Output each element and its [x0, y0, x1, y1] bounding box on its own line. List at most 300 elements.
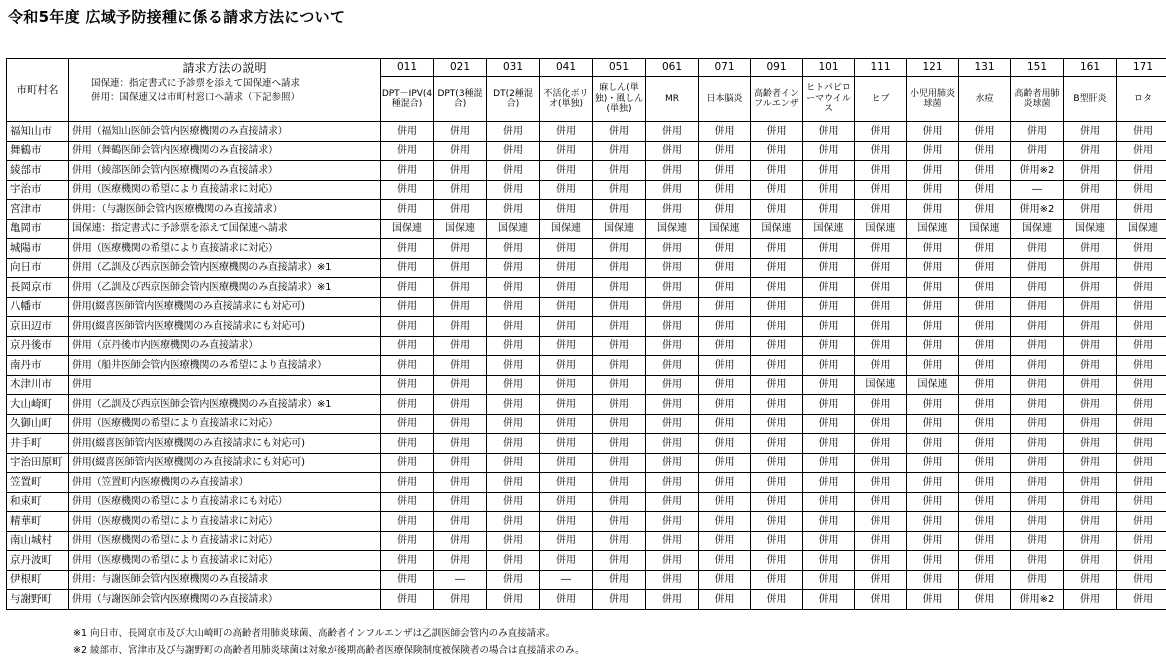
- status-cell: 併用: [907, 395, 959, 415]
- table-row: [7, 219, 1166, 239]
- status-cell: 併用: [751, 141, 803, 161]
- status-cell: 併用: [1064, 200, 1117, 220]
- status-cell: 併用: [1064, 141, 1117, 161]
- status-cell: 併用: [959, 161, 1011, 181]
- status-cell: 併用: [1064, 434, 1117, 454]
- vaccine-name-header: 麻しん(単独)・風しん(単独): [593, 77, 646, 122]
- status-cell: 併用: [1117, 200, 1166, 220]
- municipality-cell: 京丹波町: [7, 551, 69, 571]
- status-cell: 併用: [907, 180, 959, 200]
- municipality-cell: 笠置町: [7, 473, 69, 493]
- status-cell: 併用: [593, 395, 646, 415]
- status-cell: 併用: [1117, 336, 1166, 356]
- status-cell: 併用: [699, 414, 751, 434]
- vaccine-code-header: 101: [803, 59, 855, 77]
- status-cell: 併用: [487, 141, 540, 161]
- status-cell: 併用: [646, 375, 699, 395]
- status-cell: 併用: [434, 356, 487, 376]
- status-cell: 併用: [540, 414, 593, 434]
- status-cell: 併用: [751, 375, 803, 395]
- status-cell: 併用: [959, 297, 1011, 317]
- status-cell: 併用: [540, 590, 593, 610]
- status-cell: 併用: [381, 239, 434, 259]
- status-cell: 併用: [646, 551, 699, 571]
- status-cell: 併用: [1117, 375, 1166, 395]
- status-cell: 併用: [855, 161, 907, 181]
- status-cell: 併用: [540, 395, 593, 415]
- status-cell: 併用: [1064, 278, 1117, 298]
- status-cell: 併用: [434, 278, 487, 298]
- status-cell: 併用: [381, 453, 434, 473]
- status-cell: 併用: [1011, 570, 1064, 590]
- status-cell: 併用※2: [1011, 200, 1064, 220]
- status-cell: 併用: [699, 356, 751, 376]
- description-header: [69, 59, 381, 122]
- status-cell: 併用: [959, 590, 1011, 610]
- status-cell: 併用: [1064, 531, 1117, 551]
- method-cell: 併用（医療機関の希望により直接請求に対応）: [69, 551, 381, 571]
- vaccine-name-header: 高齢者インフルエンザ: [751, 77, 803, 122]
- table-row: [7, 278, 1166, 298]
- page-title: 令和5年度 広域予防接種に係る請求方法について: [8, 8, 346, 26]
- status-cell: 併用: [699, 570, 751, 590]
- status-cell: 併用: [803, 141, 855, 161]
- status-cell: 併用: [381, 258, 434, 278]
- status-cell: 併用: [855, 278, 907, 298]
- table-row: [7, 395, 1166, 415]
- status-cell: 併用: [699, 297, 751, 317]
- status-cell: 併用: [1011, 434, 1064, 454]
- status-cell: 併用: [699, 395, 751, 415]
- status-cell: 併用: [540, 141, 593, 161]
- status-cell: 併用: [381, 414, 434, 434]
- status-cell: 併用: [907, 258, 959, 278]
- status-cell: 併用: [855, 336, 907, 356]
- status-cell: 併用: [907, 590, 959, 610]
- vaccine-name-header: 水痘: [959, 77, 1011, 122]
- status-cell: 併用: [540, 161, 593, 181]
- status-cell: 併用: [1064, 570, 1117, 590]
- status-cell: 併用: [959, 239, 1011, 259]
- method-cell: 併用（舞鶴医師会管内医療機関のみ直接請求）: [69, 141, 381, 161]
- status-cell: 併用: [907, 317, 959, 337]
- status-cell: 併用: [593, 356, 646, 376]
- status-cell: 併用: [1117, 122, 1166, 142]
- status-cell: 併用: [699, 473, 751, 493]
- table-row: [7, 512, 1166, 532]
- status-cell: 併用: [699, 258, 751, 278]
- vaccine-code-header: 121: [907, 59, 959, 77]
- status-cell: 併用: [1117, 141, 1166, 161]
- status-cell: 併用: [855, 395, 907, 415]
- status-cell: 併用: [593, 570, 646, 590]
- status-cell: 併用: [381, 141, 434, 161]
- status-cell: 併用: [699, 317, 751, 337]
- status-cell: 併用: [381, 356, 434, 376]
- municipality-cell: 与謝野町: [7, 590, 69, 610]
- status-cell: 併用: [803, 258, 855, 278]
- status-cell: 併用: [593, 336, 646, 356]
- status-cell: 併用: [803, 453, 855, 473]
- status-cell: 併用: [959, 278, 1011, 298]
- footnote: ※2 綾部市、宮津市及び与謝野町の高齢者用肺炎球菌は対象が後期高齢者医療保険制度被保険者の場合は直接請求のみ。: [73, 645, 585, 656]
- status-cell: 併用: [907, 278, 959, 298]
- status-cell: 併用: [593, 161, 646, 181]
- status-cell: 併用: [699, 492, 751, 512]
- status-cell: 併用: [1011, 317, 1064, 337]
- status-cell: 併用: [855, 434, 907, 454]
- table-row: [7, 122, 1166, 142]
- status-cell: 併用: [381, 473, 434, 493]
- status-cell: 併用: [959, 531, 1011, 551]
- status-cell: 併用: [1011, 395, 1064, 415]
- status-cell: 国保連: [751, 219, 803, 239]
- status-cell: 国保連: [1064, 219, 1117, 239]
- status-cell: 併用: [751, 297, 803, 317]
- status-cell: 併用: [907, 336, 959, 356]
- status-cell: 国保連: [907, 375, 959, 395]
- table-row: [7, 375, 1166, 395]
- status-cell: 併用: [959, 317, 1011, 337]
- vaccine-code-header: 091: [751, 59, 803, 77]
- status-cell: 国保連: [1117, 219, 1166, 239]
- status-cell: 併用: [1064, 414, 1117, 434]
- status-cell: 併用: [593, 239, 646, 259]
- vaccine-code-header: 021: [434, 59, 487, 77]
- status-cell: 併用: [540, 453, 593, 473]
- status-cell: 併用: [1117, 161, 1166, 181]
- status-cell: 併用: [593, 473, 646, 493]
- status-cell: 併用: [699, 453, 751, 473]
- status-cell: 併用: [646, 278, 699, 298]
- status-cell: 併用: [487, 239, 540, 259]
- status-cell: 併用: [646, 161, 699, 181]
- status-cell: 併用: [381, 395, 434, 415]
- status-cell: 併用: [434, 161, 487, 181]
- status-cell: 併用: [646, 356, 699, 376]
- status-cell: 国保連: [540, 219, 593, 239]
- status-cell: 併用: [593, 453, 646, 473]
- status-cell: 併用: [907, 297, 959, 317]
- status-cell: 併用: [646, 122, 699, 142]
- status-cell: 併用: [751, 278, 803, 298]
- status-cell: 併用: [907, 492, 959, 512]
- status-cell: 国保連: [593, 219, 646, 239]
- status-cell: 併用: [907, 122, 959, 142]
- status-cell: 併用: [803, 375, 855, 395]
- status-cell: ―: [540, 570, 593, 590]
- status-cell: 併用: [803, 414, 855, 434]
- status-cell: 併用: [646, 336, 699, 356]
- status-cell: 国保連: [1011, 219, 1064, 239]
- status-cell: 併用: [1064, 258, 1117, 278]
- description-line: 国保連：指定書式に予診票を添えて国保連へ請求: [91, 78, 301, 89]
- municipality-cell: 南丹市: [7, 356, 69, 376]
- status-cell: 併用: [1117, 512, 1166, 532]
- vaccine-name-header: 日本脳炎: [699, 77, 751, 122]
- status-cell: 併用: [803, 317, 855, 337]
- status-cell: 併用: [907, 239, 959, 259]
- status-cell: 併用: [855, 317, 907, 337]
- status-cell: 併用: [1064, 336, 1117, 356]
- status-cell: 併用: [540, 278, 593, 298]
- vaccine-code-row: [7, 59, 1166, 77]
- status-cell: 併用: [487, 551, 540, 571]
- method-cell: 併用: [69, 375, 381, 395]
- status-cell: 併用: [646, 200, 699, 220]
- vaccine-code-header: 031: [487, 59, 540, 77]
- status-cell: 併用: [593, 492, 646, 512]
- status-cell: 国保連: [855, 219, 907, 239]
- status-cell: 併用: [1117, 239, 1166, 259]
- status-cell: 併用: [487, 278, 540, 298]
- status-cell: 併用: [855, 414, 907, 434]
- municipality-cell: 向日市: [7, 258, 69, 278]
- status-cell: 併用: [699, 551, 751, 571]
- status-cell: 併用: [1117, 258, 1166, 278]
- status-cell: 併用: [699, 122, 751, 142]
- status-cell: 国保連: [959, 219, 1011, 239]
- status-cell: 併用: [855, 258, 907, 278]
- status-cell: 併用: [434, 375, 487, 395]
- status-cell: 併用: [751, 200, 803, 220]
- municipality-cell: 福知山市: [7, 122, 69, 142]
- municipality-cell: 木津川市: [7, 375, 69, 395]
- status-cell: 併用: [593, 414, 646, 434]
- status-cell: 併用: [434, 239, 487, 259]
- status-cell: 併用: [803, 473, 855, 493]
- status-cell: 併用: [593, 122, 646, 142]
- status-cell: 併用: [1011, 414, 1064, 434]
- status-cell: 併用: [959, 141, 1011, 161]
- method-cell: 併用（笠置町内医療機関のみ直接請求）: [69, 473, 381, 493]
- status-cell: 併用: [803, 395, 855, 415]
- method-cell: 併用（与謝医師会管内医療機関のみ直接請求）: [69, 590, 381, 610]
- table-row: [7, 239, 1166, 259]
- status-cell: 併用: [751, 570, 803, 590]
- status-cell: 併用: [1064, 551, 1117, 571]
- status-cell: 併用: [593, 375, 646, 395]
- status-cell: 併用: [434, 122, 487, 142]
- municipality-cell: 伊根町: [7, 570, 69, 590]
- status-cell: 併用: [487, 200, 540, 220]
- table-row: [7, 200, 1166, 220]
- status-cell: 併用: [381, 200, 434, 220]
- status-cell: 併用: [1011, 297, 1064, 317]
- municipality-cell: 京丹後市: [7, 336, 69, 356]
- status-cell: 併用: [540, 180, 593, 200]
- table-row: [7, 161, 1166, 181]
- status-cell: 併用: [381, 161, 434, 181]
- status-cell: 併用: [646, 453, 699, 473]
- status-cell: 併用: [699, 141, 751, 161]
- status-cell: 併用: [751, 531, 803, 551]
- status-cell: 併用: [434, 512, 487, 532]
- vaccine-name-header: DPT(3種混合): [434, 77, 487, 122]
- status-cell: 併用: [646, 531, 699, 551]
- status-cell: 併用: [487, 180, 540, 200]
- status-cell: 併用: [1011, 375, 1064, 395]
- status-cell: 併用: [487, 453, 540, 473]
- method-cell: 国保連：指定書式に予診票を添えて国保連へ請求: [69, 219, 381, 239]
- status-cell: 併用: [540, 551, 593, 571]
- status-cell: 併用: [434, 492, 487, 512]
- status-cell: 併用: [855, 200, 907, 220]
- status-cell: 併用: [487, 395, 540, 415]
- status-cell: 併用: [1117, 434, 1166, 454]
- status-cell: 併用: [751, 336, 803, 356]
- status-cell: 併用: [434, 473, 487, 493]
- table-row: [7, 356, 1166, 376]
- status-cell: 併用: [1064, 512, 1117, 532]
- status-cell: 併用: [1117, 531, 1166, 551]
- municipality-cell: 精華町: [7, 512, 69, 532]
- status-cell: 併用: [699, 590, 751, 610]
- status-cell: 併用: [1011, 141, 1064, 161]
- status-cell: 国保連: [434, 219, 487, 239]
- vaccine-name-header: ロタ: [1117, 77, 1166, 122]
- status-cell: 併用: [803, 161, 855, 181]
- method-cell: 併用（乙訓及び西京医師会管内医療機関のみ直接請求）※1: [69, 278, 381, 298]
- status-cell: 国保連: [803, 219, 855, 239]
- status-cell: 併用: [803, 239, 855, 259]
- status-cell: 併用: [803, 356, 855, 376]
- status-cell: 併用: [487, 414, 540, 434]
- status-cell: 併用: [487, 122, 540, 142]
- municipality-cell: 城陽市: [7, 239, 69, 259]
- vaccine-name-header: ヒトパピローマウイルス: [803, 77, 855, 122]
- status-cell: 併用: [1064, 395, 1117, 415]
- method-cell: 併用（福知山医師会管内医療機関のみ直接請求）: [69, 122, 381, 142]
- status-cell: 併用: [907, 473, 959, 493]
- status-cell: 併用: [646, 434, 699, 454]
- status-cell: 併用: [907, 531, 959, 551]
- municipality-cell: 和束町: [7, 492, 69, 512]
- status-cell: 併用: [1064, 122, 1117, 142]
- status-cell: 併用: [959, 492, 1011, 512]
- status-cell: 併用: [907, 200, 959, 220]
- status-cell: 併用: [699, 200, 751, 220]
- status-cell: 併用: [434, 336, 487, 356]
- vaccine-code-header: 071: [699, 59, 751, 77]
- vaccine-name-header: 不活化ポリオ(単独): [540, 77, 593, 122]
- status-cell: 併用: [803, 492, 855, 512]
- status-cell: 併用: [803, 180, 855, 200]
- method-cell: 併用（京丹後市内医療機関のみ直接請求）: [69, 336, 381, 356]
- status-cell: 併用: [646, 141, 699, 161]
- status-cell: 併用: [907, 161, 959, 181]
- status-cell: 併用: [593, 297, 646, 317]
- status-cell: 併用: [959, 414, 1011, 434]
- status-cell: 併用: [803, 297, 855, 317]
- footnote: ※1 向日市、長岡京市及び大山崎町の高齢者用肺炎球菌、高齢者インフルエンザは乙訓医師会管内のみ直接請求。: [73, 628, 556, 639]
- municipality-cell: 宇治市: [7, 180, 69, 200]
- status-cell: 併用: [646, 258, 699, 278]
- vaccine-name-header: DPT－IPV(4種混合): [381, 77, 434, 122]
- municipality-cell: 井手町: [7, 434, 69, 454]
- status-cell: 併用: [1117, 590, 1166, 610]
- status-cell: 併用: [1117, 453, 1166, 473]
- status-cell: 併用: [1011, 453, 1064, 473]
- status-cell: 併用: [803, 590, 855, 610]
- status-cell: 併用: [1117, 180, 1166, 200]
- table-row: [7, 473, 1166, 493]
- status-cell: 併用: [646, 180, 699, 200]
- table-row: [7, 180, 1166, 200]
- status-cell: 併用: [381, 551, 434, 571]
- status-cell: 併用: [803, 200, 855, 220]
- status-cell: 併用: [751, 239, 803, 259]
- table-row: [7, 453, 1166, 473]
- status-cell: 併用: [381, 336, 434, 356]
- table-row: [7, 570, 1166, 590]
- status-cell: 併用: [1064, 239, 1117, 259]
- status-cell: 併用: [855, 492, 907, 512]
- status-cell: 併用: [1064, 492, 1117, 512]
- status-cell: 併用: [487, 492, 540, 512]
- status-cell: 併用: [751, 317, 803, 337]
- billing-method-table: [6, 58, 1166, 610]
- status-cell: 併用: [646, 317, 699, 337]
- status-cell: 併用: [1064, 375, 1117, 395]
- status-cell: 併用: [1011, 551, 1064, 571]
- status-cell: 併用: [487, 512, 540, 532]
- vaccine-name-header: 小児用肺炎球菌: [907, 77, 959, 122]
- status-cell: 併用: [540, 317, 593, 337]
- status-cell: 併用: [959, 434, 1011, 454]
- status-cell: 併用: [803, 551, 855, 571]
- status-cell: 併用: [959, 180, 1011, 200]
- status-cell: 併用: [646, 239, 699, 259]
- status-cell: 併用: [646, 512, 699, 532]
- status-cell: 併用: [907, 414, 959, 434]
- status-cell: 併用: [540, 239, 593, 259]
- status-cell: 併用: [1011, 122, 1064, 142]
- status-cell: 併用: [593, 258, 646, 278]
- status-cell: 併用: [434, 453, 487, 473]
- status-cell: 併用: [855, 141, 907, 161]
- method-cell: 併用(綴喜医師管内医療機関のみ直接請求にも対応可): [69, 434, 381, 454]
- status-cell: 併用: [434, 531, 487, 551]
- method-cell: 併用（医療機関の希望により直接請求に対応）: [69, 512, 381, 532]
- municipality-cell: 八幡市: [7, 297, 69, 317]
- municipality-cell: 亀岡市: [7, 219, 69, 239]
- status-cell: 国保連: [487, 219, 540, 239]
- status-cell: 併用: [1011, 239, 1064, 259]
- status-cell: 併用: [907, 434, 959, 454]
- vaccine-code-header: 131: [959, 59, 1011, 77]
- status-cell: 併用: [751, 122, 803, 142]
- status-cell: 併用: [751, 551, 803, 571]
- status-cell: 併用: [803, 512, 855, 532]
- status-cell: 併用: [959, 336, 1011, 356]
- table-row: [7, 336, 1166, 356]
- status-cell: 併用: [646, 473, 699, 493]
- status-cell: 併用: [1117, 278, 1166, 298]
- status-cell: 併用: [593, 590, 646, 610]
- status-cell: 併用: [487, 356, 540, 376]
- status-cell: 併用: [959, 122, 1011, 142]
- status-cell: 併用: [646, 492, 699, 512]
- method-cell: 併用（医療機関の希望により直接請求に対応）: [69, 414, 381, 434]
- status-cell: 併用: [487, 434, 540, 454]
- status-cell: 併用: [855, 122, 907, 142]
- status-cell: 併用: [593, 512, 646, 532]
- status-cell: 国保連: [907, 219, 959, 239]
- method-cell: 併用(綴喜医師管内医療機関のみ直接請求にも対応可): [69, 297, 381, 317]
- status-cell: 併用: [434, 395, 487, 415]
- status-cell: 併用: [381, 531, 434, 551]
